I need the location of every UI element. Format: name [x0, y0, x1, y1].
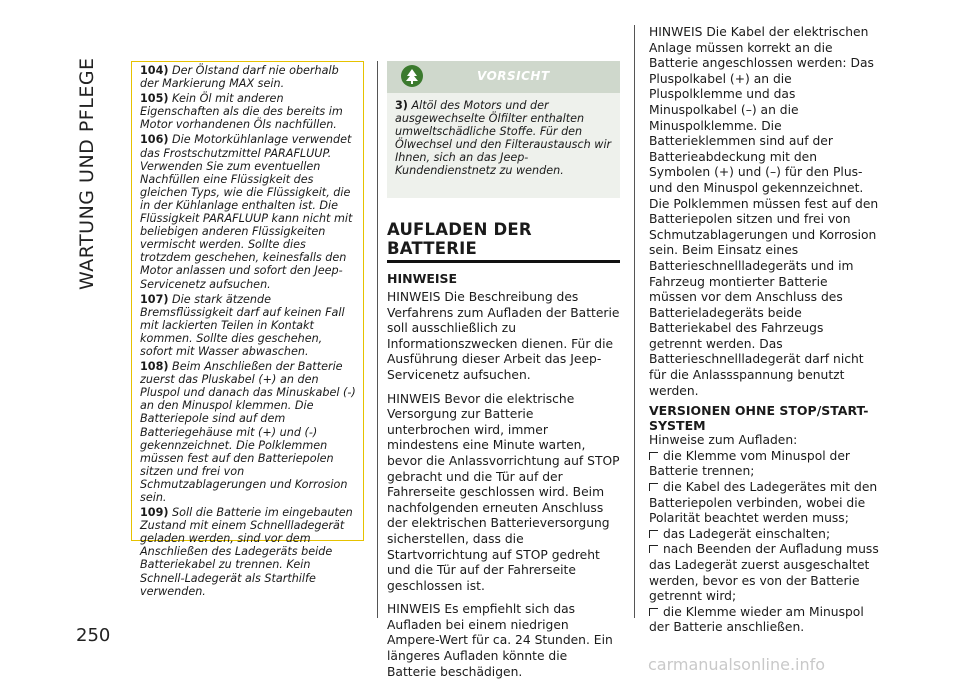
steps-intro: Hinweise zum Aufladen: — [649, 433, 798, 448]
bullet-icon — [649, 483, 659, 492]
paragraph: HINWEIS Die Beschreibung des Verfahrens zum Aufladen der Batterie soll ausschließlich zu Informationszwecken dienen. Für die Ausführung dieser Arbeit das Jeep-Servicenetz aufsuchen. — [387, 290, 620, 382]
caution-body — [387, 93, 620, 198]
section-underline — [387, 260, 620, 263]
warning-note: 104) Der Ölstand darf nie oberhalb der Markierung MAX sein. — [140, 64, 339, 91]
bullet-icon — [649, 530, 659, 539]
warning-note: 106) Die Motorkühlanlage verwendet das Frostschutzmittel PARAFLUUP. Verwenden Sie zum eventuellen Nachfüllen eine Flüssigkeit des gleichen Typs, wie die Flüssigkeit, die in der Kühlanlage enthalten ist. Die Flüssigkeit PARAFLUUP kann nicht mit beliebigen anderen Flüssigkeiten vermischt werden. Sollte dies trotzdem geschehen, keinesfalls den Motor anlassen und sofort den Jeep-Servicenetz aufsuchen. — [140, 133, 353, 291]
list-item: die Klemme vom Minuspol der Batterie trennen; — [649, 448, 850, 479]
page-number: 250 — [76, 625, 111, 646]
chapter-title — [76, 40, 116, 290]
list-item: die Kabel des Ladegerätes mit den Batteriepolen verbinden, wobei die Polarität beachtet werden muss; — [649, 480, 878, 526]
bullet-icon — [649, 545, 659, 554]
subsection-title: HINWEISE — [387, 271, 458, 286]
caution-banner — [387, 61, 620, 93]
list-item: das Ladegerät einschalten; — [649, 527, 879, 543]
subsection-title: VERSIONEN OHNE STOP/START-SYSTEM — [649, 403, 869, 434]
caution-text: Altöl des Motors und der ausgewechselte Ölfilter enthalten umweltschädliche Stoffe. Für den Ölwechsel und den Filteraustausch wir Ihnen, sich an das Jeep-Kundendienstnetz zu wenden. — [395, 99, 612, 178]
warning-note: 107) Die stark ätzende Bremsflüssigkeit darf auf keinen Fall mit lackierten Teilen in Kontakt kommen. Sollte dies geschehen, sofort mit Wasser abwaschen. — [140, 292, 345, 358]
warning-note: 108) Beim Anschließen der Batterie zuerst das Pluskabel (+) an den Pluspol und danach das Minuskabel (-) an den Minuspol klemmen. Die Batteriepole sind auf dem Batteriegehäuse mit (+) und (-) gekennzeichnet. Die Polklemmen müssen fest auf den Batteriepolen sitzen und frei von Schmutzablagerungen und Korrosion sein. — [140, 360, 356, 504]
column-3 — [649, 25, 879, 636]
column-2 — [387, 61, 620, 688]
watermark: carmanualsonline.info — [648, 655, 826, 674]
list-item: nach Beenden der Aufladung muss das Ladegerät zuerst ausgeschaltet werden, bevor es von der Batterie getrennt wird; — [649, 542, 879, 604]
bullet-icon — [649, 608, 659, 617]
caution-label: VORSICHT — [477, 69, 550, 83]
column-divider-1 — [377, 61, 378, 618]
warning-notes-box — [131, 61, 364, 598]
list-item: die Klemme wieder am Minuspol der Batterie anschließen. — [649, 604, 864, 635]
paragraph: HINWEIS Es empfiehlt sich das Aufladen bei einem niedrigen Ampere-Wert für ca. 24 Stunden. Ein längeres Aufladen könnte die Batterie beschädigen. — [387, 602, 613, 679]
bullet-icon — [649, 452, 659, 461]
warning-note: 105) Kein Öl mit anderen Eigenschaften als die des bereits im Motor vorhandenen Öls nachfüllen. — [140, 92, 343, 132]
tree-icon — [401, 65, 423, 87]
paragraph: HINWEIS Bevor die elektrische Versorgung zur Batterie unterbrochen wird, immer mindestens eine Minute warten, bevor die Anlassvorrichtung auf STOP gebracht und die Tür auf der Fahrerseite geschlossen wird. Beim nachfolgenden erneuten Anschluss der elektrischen Batterieversorgung sicherstellen, dass die Startvorrichtung auf STOP gedreht und die Tür auf der Fahrerseite geschlossen ist. — [387, 391, 620, 593]
caution-number: 3) — [395, 99, 408, 112]
chapter-title-text: WARTUNG UND PFLEGE — [76, 57, 98, 290]
section-title: AUFLADEN DER BATTERIE — [387, 220, 532, 258]
column-divider-2 — [634, 25, 635, 618]
warning-note: 109) Soll die Batterie im eingebauten Zustand mit einem Schnellladegerät geladen werden, sind vor dem Anschließen des Ladegeräts beide Batteriekabel zu trennen. Kein Schnell-Ladegerät als Starthilfe verwenden. — [140, 506, 353, 598]
paragraph: HINWEIS Die Kabel der elektrischen Anlage müssen korrekt an die Batterie angeschlossen werden: Das Pluspolkabel (+) an die Pluspolklemme und das Minuspolkabel (–) an die Minuspolklemme. Die Batterieklemmen sind auf der Batterieabdeckung mit den Symbolen (+) und (–) für den Plus- und den Minuspol gekennzeichnet. Die Polklemmen müssen fest auf den Batteriepolen sitzen und frei von Schmutzablagerungen und Korrosion sein. Beim Einsatz eines Batterieschnellladegeräts und im Fahrzeug montierter Batterie müssen vor dem Anschluss des Batterieladegeräts beide Batteriekabel des Fahrzeugs getrennt werden. Das Batterieschnellladegerät darf nicht für die Anlassspannung benutzt werden. — [649, 25, 879, 398]
